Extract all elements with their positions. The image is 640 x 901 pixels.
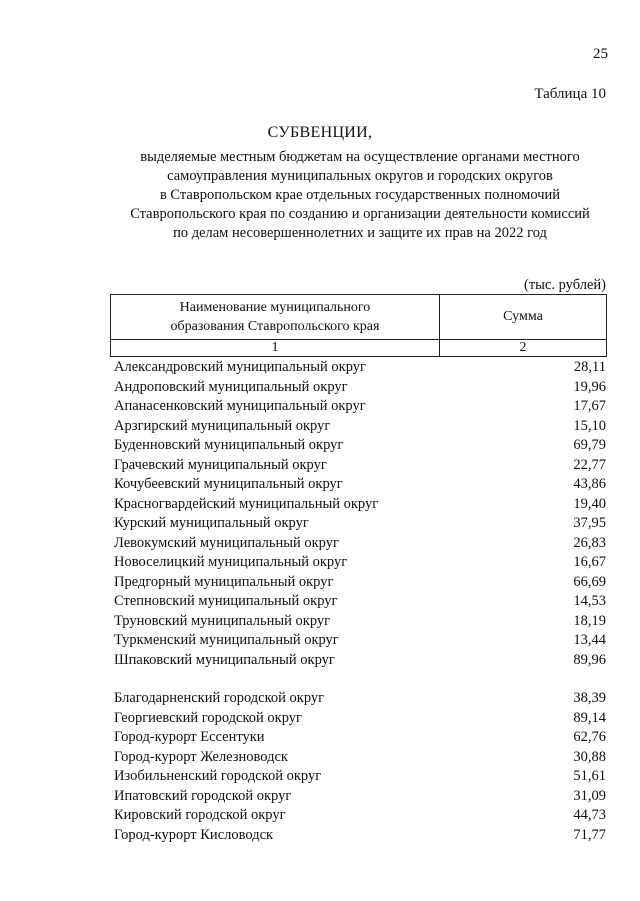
row-value: 71,77 <box>573 826 606 843</box>
row-value: 13,44 <box>573 632 606 648</box>
column-header-sum: Сумма <box>440 295 607 340</box>
row-value: 89,96 <box>573 651 606 668</box>
table-row <box>114 534 606 554</box>
table-row <box>114 436 606 456</box>
row-name: Труновский муниципальный округ <box>114 612 331 629</box>
row-value: 89,14 <box>573 709 606 726</box>
section-gap <box>114 670 606 689</box>
row-name: Александровский муниципальный округ <box>114 359 366 375</box>
row-value: 17,67 <box>573 398 606 414</box>
row-name: Шпаковский муниципальный округ <box>114 651 335 668</box>
row-value: 31,09 <box>573 787 606 804</box>
table-row <box>114 728 606 748</box>
units-label: (тыс. рублей) <box>524 277 606 293</box>
table-row <box>114 767 606 787</box>
row-name: Новоселицкий муниципальный округ <box>114 554 348 570</box>
row-name: Буденновский муниципальный округ <box>114 437 344 453</box>
row-value: 22,77 <box>573 456 606 473</box>
row-value: 38,39 <box>573 690 606 706</box>
row-value: 44,73 <box>573 807 606 823</box>
table-row <box>114 787 606 807</box>
subtitle-line: выделяемые местным бюджетам на осуществление органами местного <box>140 149 580 165</box>
row-value: 66,69 <box>573 573 606 590</box>
document-title: СУБВЕНЦИИ, <box>267 124 373 141</box>
row-name: Грачевский муниципальный округ <box>114 456 327 473</box>
row-name: Андроповский муниципальный округ <box>114 378 348 395</box>
subtitle-line: самоуправления муниципальных округов и городских округов <box>167 168 553 184</box>
row-value: 28,11 <box>573 359 606 375</box>
table-row <box>114 358 606 378</box>
table-body <box>114 358 606 845</box>
row-name: Арзгирский муниципальный округ <box>114 417 331 434</box>
table-row <box>114 397 606 417</box>
column-header-name-line1: Наименование муниципального <box>179 300 371 315</box>
subtitle-line: Ставропольского края по созданию и организации деятельности комиссий <box>130 206 590 222</box>
column-header-name <box>111 295 440 340</box>
table-row <box>114 806 606 826</box>
row-name: Ипатовский городской округ <box>114 787 292 804</box>
row-name: Левокумский муниципальный округ <box>114 534 339 551</box>
row-name: Георгиевский городской округ <box>114 709 302 726</box>
column-number-2: 2 <box>440 340 607 357</box>
table-row <box>114 709 606 729</box>
table-row <box>114 748 606 768</box>
row-value: 51,61 <box>573 768 606 784</box>
row-value: 19,40 <box>573 495 606 512</box>
row-name: Город-курорт Железноводск <box>114 748 288 765</box>
table-row <box>114 553 606 573</box>
row-name: Изобильненский городской округ <box>114 768 322 784</box>
row-name: Предгорный муниципальный округ <box>114 573 334 590</box>
row-name: Кочубеевский муниципальный округ <box>114 476 343 492</box>
row-value: 69,79 <box>573 437 606 453</box>
row-value: 62,76 <box>573 729 606 745</box>
row-name: Курский муниципальный округ <box>114 515 309 531</box>
table-row <box>114 417 606 437</box>
table-row <box>114 495 606 515</box>
table-row <box>114 592 606 612</box>
row-name: Город-курорт Кисловодск <box>114 826 274 843</box>
row-name: Благодарненский городской округ <box>114 690 325 706</box>
subtitle-line: по делам несовершеннолетних и защите их прав на 2022 год <box>173 225 547 241</box>
table-row <box>114 689 606 709</box>
table-header <box>110 294 607 357</box>
document-subtitle <box>100 148 620 243</box>
row-value: 18,19 <box>573 612 606 629</box>
row-value: 15,10 <box>573 417 606 434</box>
row-name: Красногвардейский муниципальный округ <box>114 495 379 512</box>
row-name: Апанасенковский муниципальный округ <box>114 398 366 414</box>
row-value: 37,95 <box>573 515 606 531</box>
table-row <box>114 612 606 632</box>
table-row <box>114 475 606 495</box>
row-value: 30,88 <box>573 748 606 765</box>
row-value: 26,83 <box>573 534 606 551</box>
row-value: 43,86 <box>573 476 606 492</box>
subtitle-line: в Ставропольском крае отдельных государственных полномочий <box>159 187 561 203</box>
table-label: Таблица 10 <box>534 86 606 102</box>
row-value: 14,53 <box>573 593 606 609</box>
page-number: 25 <box>593 46 608 62</box>
table-row <box>114 651 606 671</box>
column-header-name-line2: образования Ставропольского края <box>170 319 380 334</box>
table-row <box>114 573 606 593</box>
column-number-1: 1 <box>111 340 440 357</box>
row-name: Город-курорт Ессентуки <box>114 729 265 745</box>
table-row <box>114 456 606 476</box>
row-value: 19,96 <box>573 378 606 395</box>
table-row <box>114 514 606 534</box>
row-name: Кировский городской округ <box>114 807 286 823</box>
table-row <box>114 826 606 846</box>
row-name: Туркменский муниципальный округ <box>114 632 339 648</box>
table-row <box>114 378 606 398</box>
row-value: 16,67 <box>573 554 606 570</box>
table-row <box>114 631 606 651</box>
row-name: Степновский муниципальный округ <box>114 593 338 609</box>
